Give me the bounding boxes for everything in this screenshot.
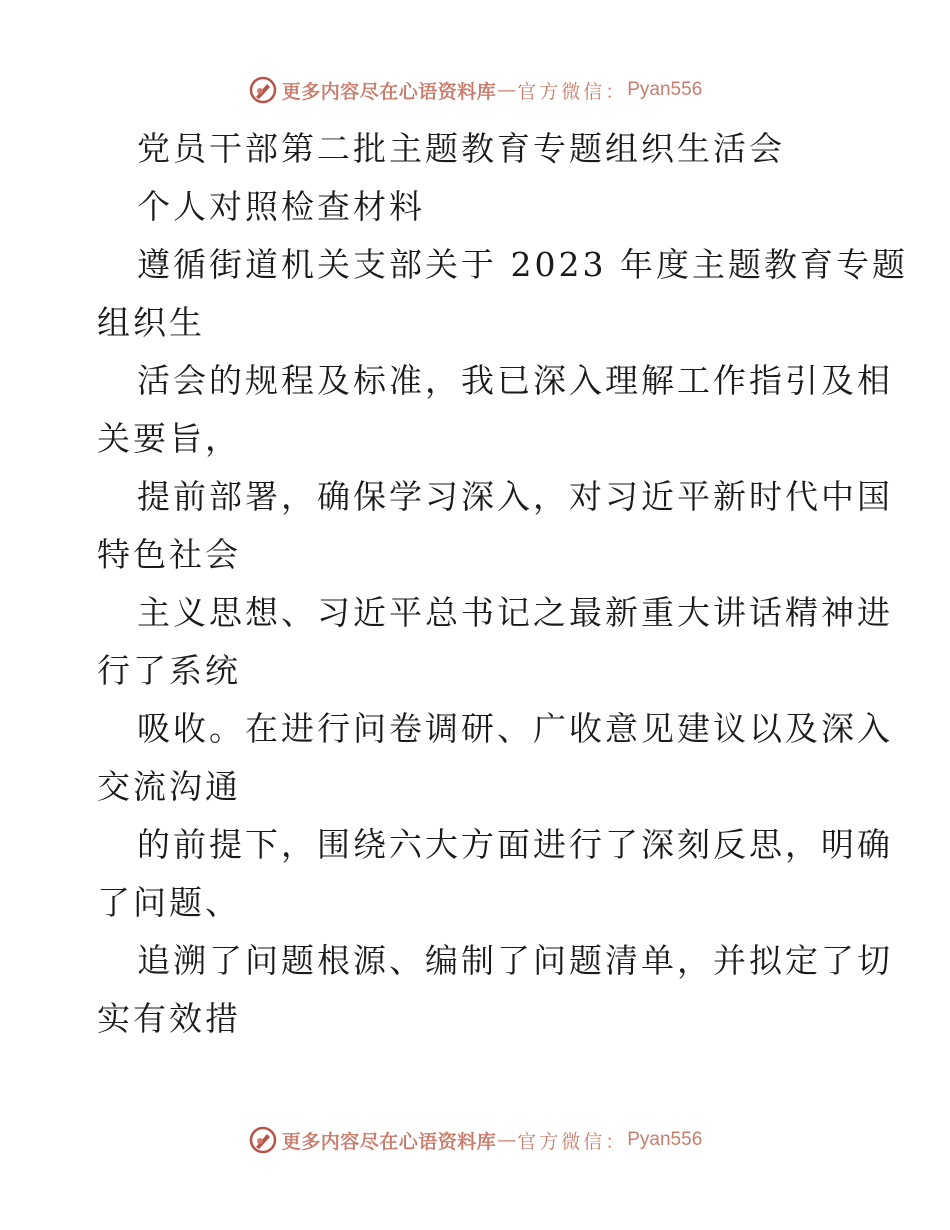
watermark-dash: —	[497, 79, 517, 101]
paragraph-line: 主义思想、习近平总书记之最新重大讲话精神进	[137, 593, 893, 632]
ink-pen-icon	[248, 75, 278, 105]
top-watermark-banner	[0, 70, 950, 110]
paragraph-line: 活会的规程及标准，我已深入理解工作指引及相	[137, 361, 893, 400]
paragraph-line: 组织生	[97, 303, 205, 342]
paragraph-line: 吸收。在进行问卷调研、广收意见建议以及深入	[137, 709, 893, 748]
watermark-promo-text: 更多内容尽在心语资料库	[281, 80, 497, 103]
paragraph-line: 关要旨，	[97, 419, 241, 458]
watermark-handle: Pyan556	[627, 79, 703, 100]
document-title: 党员干部第二批主题教育专题组织生活会	[137, 129, 785, 168]
paragraph-line: 实有效措	[97, 999, 241, 1038]
paragraph-line: 特色社会	[97, 535, 241, 574]
bottom-watermark-banner	[0, 1120, 950, 1160]
paragraph-line: 的前提下，围绕六大方面进行了深刻反思，明确	[137, 825, 893, 864]
document-subtitle: 个人对照检查材料	[137, 187, 425, 226]
paragraph-line: 提前部署，确保学习深入，对习近平新时代中国	[137, 477, 893, 516]
ink-pen-icon	[248, 1125, 278, 1155]
paragraph-line: 遵循街道机关支部关于 2023 年度主题教育专题	[137, 245, 908, 284]
watermark-promo-text: 更多内容尽在心语资料库	[281, 1130, 497, 1153]
paragraph-line: 行了系统	[97, 651, 241, 690]
paragraph-line: 交流沟通	[97, 767, 241, 806]
paragraph-line: 了问题、	[97, 883, 241, 922]
watermark-official-label: 官方微信：	[517, 1130, 628, 1153]
watermark-handle: Pyan556	[627, 1129, 703, 1150]
watermark-official-label: 官方微信：	[517, 80, 628, 103]
document-body	[97, 120, 908, 1048]
paragraph-line: 追溯了问题根源、编制了问题清单，并拟定了切	[137, 941, 893, 980]
watermark-dash: —	[497, 1129, 517, 1151]
